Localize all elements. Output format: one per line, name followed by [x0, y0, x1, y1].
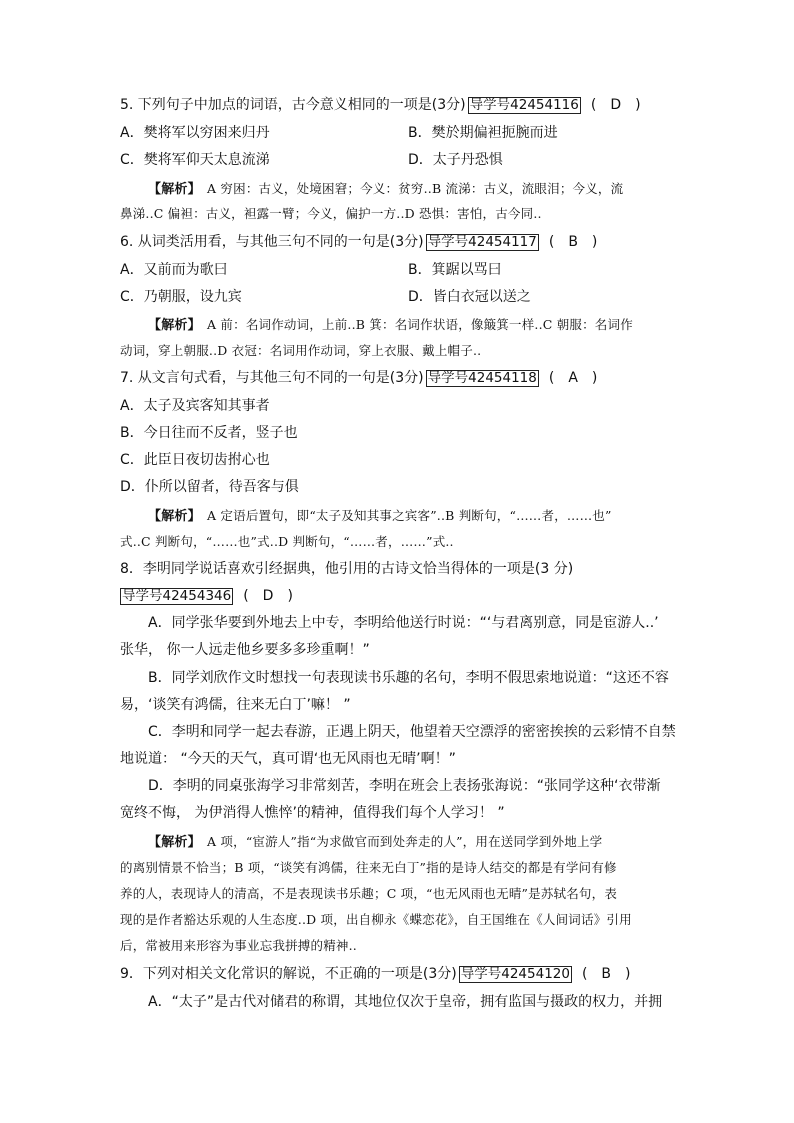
- guide-code-box: 导学号42454118: [427, 370, 537, 386]
- question-7-analysis: 【解析】 A 定语后置句，即“太子及知其事之宾客”..B 判断句，“……者，……也”: [148, 508, 612, 524]
- question-5-analysis: 【解析】 A 穷困：古义，处境困窘；今义：贫穷..B 流涕：古义，流眼泪；今义，流: [148, 181, 624, 197]
- question-8-option-a: A．同学张华要到外地去上中专，李明给他送行时说：“‘与君离别意，同是宦游人..’: [148, 615, 659, 631]
- analysis-tag: 【解析】: [148, 182, 195, 197]
- question-7-stem: 7. 从文言句式看，与其他三句不同的一句是(3分) 导学号42454118 ( A ): [120, 370, 598, 386]
- answer: ( B ): [581, 966, 631, 982]
- question-8-option-c: C．李明和同学一起去春游，正遇上阴天，他望着天空漂浮的密密挨挨的云彩情不自禁: [148, 724, 676, 740]
- question-8-code-line: [120, 587, 680, 605]
- question-6-analysis: 【解析】 A 前：名词作动词，上前..B 箕：名词作状语，像簸箕一样..C 朝服：名词作: [148, 317, 633, 333]
- question-7-option-d: D．仆所以留者，待吾客与俱: [120, 479, 299, 495]
- question-8-analysis-cont: 后，常被用来形容为事业忘我拼搏的精神..: [120, 938, 357, 953]
- guide-code-box: 导学号42454120: [460, 966, 570, 982]
- question-7-analysis-cont: 式..C 判断句，“……也”式..D 判断句，“……者，……”式..: [120, 534, 454, 549]
- question-8-option-d: D．李明的同桌张海学习非常刻苦，李明在班会上表扬张海说：“张同学这种‘衣带渐: [148, 778, 661, 794]
- answer: ( D ): [243, 588, 293, 604]
- question-8-option-c-cont: 地说道： “今天的天气，真可谓‘也无风雨也无晴’啊！”: [120, 751, 456, 767]
- guide-code-box: 导学号42454346: [122, 588, 232, 604]
- question-7-option-c: C．此臣日夜切齿拊心也: [120, 452, 270, 468]
- option-d: D．太子丹恐惧: [408, 152, 503, 168]
- question-8-option-b-cont: 易，‘谈笑有鸿儒，往来无白丁’嘛！ ”: [120, 697, 351, 713]
- question-6-option-row: [120, 288, 680, 306]
- question-9-stem: 9．下列对相关文化常识的解说，不正确的一项是(3分) 导学号42454120 ( B ): [120, 966, 631, 982]
- analysis-tag: 【解析】: [148, 835, 195, 850]
- question-5-stem: 5. 下列句子中加点的词语，古今意义相同的一项是(3分) 导学号42454116 ( D ): [120, 97, 641, 113]
- question-8-analysis-cont: 现的是作者豁达乐观的人生态度..D 项，出自柳永《蝶恋花》，自王国维在《人间词话》引用: [120, 912, 632, 927]
- question-8-analysis-cont: 养的人，表现诗人的清高，不是表现读书乐趣；C 项，“也无风雨也无晴”是苏轼名句，表: [120, 886, 618, 901]
- option-b: B．箕踞以骂曰: [408, 262, 502, 278]
- option-a: A．又前而为歌曰: [120, 262, 228, 278]
- question-7-option-a: A．太子及宾客知其事者: [120, 398, 270, 414]
- analysis-tag: 【解析】: [148, 318, 195, 333]
- option-c: C．樊将军仰天太息流涕: [120, 152, 270, 168]
- answer: ( B ): [548, 234, 598, 250]
- guide-code-box: 导学号42454117: [427, 234, 537, 250]
- question-5-option-row: [120, 151, 680, 169]
- answer: ( A ): [548, 370, 598, 386]
- option-c: C．乃朝服，设九宾: [120, 289, 242, 305]
- analysis-tag: 【解析】: [148, 509, 195, 524]
- question-8-option-a-cont: 张华， 你一人远走他乡要多多珍重啊！”: [120, 642, 370, 658]
- question-9-option-a: A．“太子”是古代对储君的称谓，其地位仅次于皇帝，拥有监国与摄政的权力，并拥: [148, 994, 663, 1010]
- question-6-option-row: [120, 261, 680, 279]
- option-d: D．皆白衣冠以送之: [408, 289, 531, 305]
- option-b: B．樊於期偏袒扼腕而进: [408, 125, 558, 141]
- question-8-analysis-cont: 的离别情景不恰当；B 项，“谈笑有鸿儒，往来无白丁”指的是诗人结交的都是有学问有修: [120, 860, 617, 875]
- question-5-analysis-cont: 鼻涕..C 偏袒：古义，袒露一臂；今义，偏护一方..D 恐惧：害怕，古今同..: [120, 206, 542, 221]
- answer: ( D ): [590, 97, 641, 113]
- question-8-stem: 8．李明同学说话喜欢引经据典，他引用的古诗文恰当得体的一项是(3 分): [120, 561, 574, 577]
- question-6-stem: 6. 从词类活用看，与其他三句不同的一句是(3分) 导学号42454117 ( B ): [120, 234, 598, 250]
- question-8-option-b: B．同学刘欣作文时想找一句表现读书乐趣的名句，李明不假思索地说道：“这还不容: [148, 670, 669, 686]
- question-6-analysis-cont: 动词，穿上朝服..D 衣冠：名词用作动词，穿上衣服、戴上帽子..: [120, 343, 482, 358]
- option-a: A．樊将军以穷困来归丹: [120, 125, 270, 141]
- question-8-analysis: 【解析】 A 项，“宦游人”指“为求做官而到处奔走的人”，用在送同学到外地上学: [148, 834, 603, 850]
- guide-code-box: 导学号42454116: [469, 97, 579, 113]
- question-7-option-b: B．今日往而不反者，竖子也: [120, 425, 298, 441]
- question-8-option-d-cont: 宽终不悔， 为伊消得人憔悴’的精神，值得我们每个人学习！ ”: [120, 805, 505, 821]
- question-5-option-row: [120, 124, 680, 142]
